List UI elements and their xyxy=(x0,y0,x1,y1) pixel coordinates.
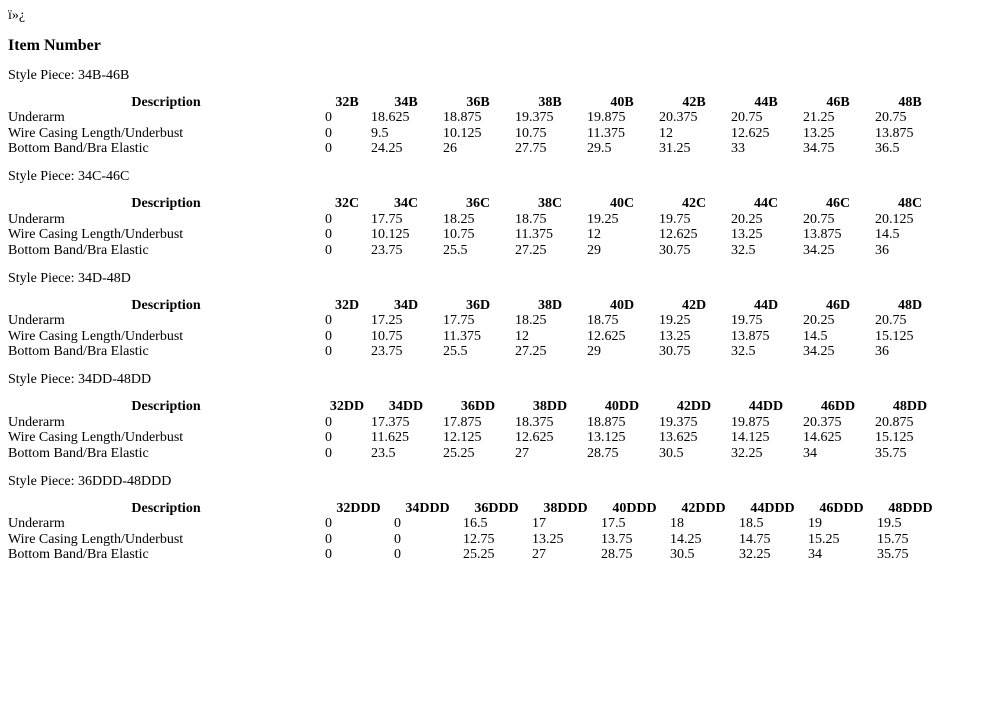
sections xyxy=(8,68,992,563)
cell-value: 19.875 xyxy=(731,414,770,430)
cell-value: 30.5 xyxy=(670,547,695,562)
cell-value: 25.25 xyxy=(463,547,495,562)
cell-value: 17.5 xyxy=(601,516,626,531)
cell-value: 13.875 xyxy=(803,227,842,242)
size-column-header: 40C xyxy=(609,196,635,211)
size-column-header: 48C xyxy=(897,196,923,211)
bom-artifact-text: ï»¿ xyxy=(8,8,26,23)
cell-value: 34 xyxy=(808,547,822,562)
cell-value: 32.25 xyxy=(731,445,763,461)
cell-value: 29 xyxy=(587,242,601,258)
cell-value: 17.375 xyxy=(371,414,410,430)
cell-value: 19.25 xyxy=(659,313,691,328)
cell-value: 21.25 xyxy=(803,110,835,125)
header-row xyxy=(8,196,946,212)
cell-value: 12 xyxy=(659,125,673,141)
size-column-header: 48D xyxy=(897,297,923,313)
cell-value: 10.75 xyxy=(371,328,403,344)
cell-value: 20.375 xyxy=(803,414,842,430)
cell-value: 10.75 xyxy=(515,125,547,141)
description-column-header: Description xyxy=(131,399,201,414)
cell-value: 13.25 xyxy=(803,125,835,141)
cell-value: 14.5 xyxy=(803,328,828,344)
size-column-header: 36D xyxy=(465,297,491,313)
cell-value: 19 xyxy=(808,516,822,531)
cell-value: 29.5 xyxy=(587,141,612,156)
size-column-header: 46DDD xyxy=(819,500,864,516)
style-piece-label: Style Piece: 34D-48D xyxy=(8,270,131,286)
size-column-header: 32DDD xyxy=(336,500,381,516)
cell-value: 13.75 xyxy=(601,531,633,547)
cell-value: 15.25 xyxy=(808,531,840,547)
cell-value: 19.5 xyxy=(877,516,902,531)
page-title: Item Number xyxy=(8,37,101,54)
row-label: Underarm xyxy=(8,110,65,125)
cell-value: 0 xyxy=(325,313,332,328)
cell-value: 0 xyxy=(325,141,332,156)
cell-value: 27 xyxy=(532,547,546,562)
cell-value: 12.625 xyxy=(515,430,554,445)
cell-value: 19.375 xyxy=(659,414,698,430)
cell-value: 32.5 xyxy=(731,242,756,258)
cell-value: 17.25 xyxy=(371,313,403,328)
header-row xyxy=(8,501,945,517)
cell-value: 18.875 xyxy=(587,414,626,430)
size-column-header: 32DD xyxy=(329,399,365,414)
cell-value: 13.125 xyxy=(587,430,626,445)
cell-value: 20.125 xyxy=(875,211,914,227)
style-piece-label: Style Piece: 36DDD-48DDD xyxy=(8,473,172,489)
size-column-header: 42DDD xyxy=(681,500,726,516)
size-table xyxy=(8,399,946,461)
size-column-header: 34DD xyxy=(388,399,424,414)
row-label: Wire Casing Length/Underbust xyxy=(8,125,184,141)
cell-value: 14.75 xyxy=(739,531,771,547)
cell-value: 13.625 xyxy=(659,430,698,445)
size-column-header: 44DDD xyxy=(750,500,795,516)
cell-value: 15.125 xyxy=(875,328,914,344)
header-row xyxy=(8,95,946,111)
cell-value: 32.25 xyxy=(739,547,771,562)
cell-value: 27.75 xyxy=(515,141,547,156)
size-column-header: 34B xyxy=(394,94,418,110)
size-column-header: 46DD xyxy=(820,399,856,414)
cell-value: 10.75 xyxy=(443,227,475,242)
size-column-header: 44C xyxy=(753,196,779,211)
table-row xyxy=(8,547,945,563)
cell-value: 14.625 xyxy=(803,430,842,445)
cell-value: 18.375 xyxy=(515,414,554,430)
cell-value: 25.25 xyxy=(443,445,475,461)
cell-value: 13.25 xyxy=(532,531,564,547)
cell-value: 18.5 xyxy=(739,516,764,531)
cell-value: 13.25 xyxy=(659,328,691,344)
table-row xyxy=(8,243,946,259)
size-column-header: 42B xyxy=(682,94,706,110)
table-row xyxy=(8,446,946,462)
cell-value: 17.75 xyxy=(443,313,475,328)
size-column-header: 40B xyxy=(610,94,634,110)
cell-value: 20.25 xyxy=(803,313,835,328)
cell-value: 0 xyxy=(394,547,401,562)
description-column-header: Description xyxy=(131,196,201,211)
row-label: Bottom Band/Bra Elastic xyxy=(8,344,149,359)
size-column-header: 48DDD xyxy=(888,500,933,516)
cell-value: 25.5 xyxy=(443,242,468,258)
cell-value: 0 xyxy=(394,516,401,531)
table-row xyxy=(8,110,946,126)
cell-value: 12.625 xyxy=(587,328,626,344)
table-row xyxy=(8,141,946,157)
size-column-header: 36C xyxy=(465,196,491,211)
cell-value: 34.25 xyxy=(803,344,835,359)
description-column-header: Description xyxy=(131,94,201,110)
size-column-header: 36B xyxy=(466,94,490,110)
cell-value: 0 xyxy=(325,328,332,344)
cell-value: 12.625 xyxy=(659,227,698,242)
size-column-header: 40DD xyxy=(604,399,640,414)
table-row xyxy=(8,329,946,345)
cell-value: 11.625 xyxy=(371,430,409,445)
row-label: Wire Casing Length/Underbust xyxy=(8,227,184,242)
size-column-header: 44DD xyxy=(748,399,784,414)
cell-value: 36.5 xyxy=(875,141,900,156)
size-column-header: 46D xyxy=(825,297,851,313)
cell-value: 23.75 xyxy=(371,344,403,359)
row-label: Wire Casing Length/Underbust xyxy=(8,430,184,445)
cell-value: 18.75 xyxy=(515,211,547,227)
cell-value: 18.25 xyxy=(443,211,475,227)
cell-value: 0 xyxy=(325,516,332,531)
cell-value: 26 xyxy=(443,141,457,156)
cell-value: 25.5 xyxy=(443,344,468,359)
cell-value: 24.25 xyxy=(371,141,403,156)
cell-value: 12.625 xyxy=(731,125,770,141)
cell-value: 20.875 xyxy=(875,414,914,430)
cell-value: 30.5 xyxy=(659,445,684,461)
cell-value: 34 xyxy=(803,445,817,461)
cell-value: 14.5 xyxy=(875,227,900,242)
cell-value: 29 xyxy=(587,344,601,359)
cell-value: 16.5 xyxy=(463,516,488,531)
cell-value: 19.25 xyxy=(587,211,619,227)
table-row xyxy=(8,430,946,446)
size-column-header: 34C xyxy=(393,196,419,211)
table-row xyxy=(8,532,945,548)
cell-value: 19.875 xyxy=(587,110,626,125)
cell-value: 11.375 xyxy=(587,125,625,141)
size-column-header: 42DD xyxy=(676,399,712,414)
cell-value: 30.75 xyxy=(659,242,691,258)
cell-value: 0 xyxy=(325,110,332,125)
size-column-header: 44B xyxy=(754,94,778,110)
description-column-header: Description xyxy=(131,297,201,313)
cell-value: 34.25 xyxy=(803,242,835,258)
size-column-header: 48DD xyxy=(892,399,928,414)
cell-value: 23.5 xyxy=(371,445,396,461)
cell-value: 27.25 xyxy=(515,242,547,258)
size-column-header: 42D xyxy=(681,297,707,313)
cell-value: 11.375 xyxy=(515,227,553,242)
cell-value: 12 xyxy=(515,328,529,344)
cell-value: 0 xyxy=(325,211,332,227)
table-row xyxy=(8,415,946,431)
cell-value: 33 xyxy=(731,141,745,156)
cell-value: 9.5 xyxy=(371,125,389,141)
cell-value: 18.625 xyxy=(371,110,410,125)
size-column-header: 40D xyxy=(609,297,635,313)
cell-value: 12.125 xyxy=(443,430,482,445)
cell-value: 19.75 xyxy=(731,313,763,328)
cell-value: 17.875 xyxy=(443,414,482,430)
table-row xyxy=(8,126,946,142)
cell-value: 12.75 xyxy=(463,531,495,547)
cell-value: 0 xyxy=(325,125,332,141)
cell-value: 27 xyxy=(515,445,529,461)
cell-value: 0 xyxy=(325,430,332,445)
cell-value: 0 xyxy=(325,414,332,430)
cell-value: 20.75 xyxy=(803,211,835,227)
size-column-header: 46B xyxy=(826,94,850,110)
cell-value: 14.125 xyxy=(731,430,770,445)
cell-value: 18.875 xyxy=(443,110,482,125)
cell-value: 18 xyxy=(670,516,684,531)
cell-value: 20.75 xyxy=(875,313,907,328)
style-piece-label: Style Piece: 34C-46C xyxy=(8,169,130,184)
cell-value: 20.25 xyxy=(731,211,763,227)
row-label: Underarm xyxy=(8,313,65,328)
cell-value: 0 xyxy=(325,445,332,461)
table-row xyxy=(8,344,946,360)
size-column-header: 38C xyxy=(537,196,563,211)
size-column-header: 38D xyxy=(537,297,563,313)
size-column-header: 38DD xyxy=(532,399,568,414)
row-label: Bottom Band/Bra Elastic xyxy=(8,141,149,156)
size-column-header: 42C xyxy=(681,196,707,211)
header-row xyxy=(8,298,946,314)
cell-value: 11.375 xyxy=(443,328,481,344)
cell-value: 32.5 xyxy=(731,344,756,359)
row-label: Bottom Band/Bra Elastic xyxy=(8,242,149,258)
size-column-header: 32D xyxy=(334,297,360,313)
document xyxy=(8,8,992,563)
row-label: Underarm xyxy=(8,211,65,227)
size-table xyxy=(8,196,946,258)
cell-value: 19.375 xyxy=(515,110,554,125)
row-label: Wire Casing Length/Underbust xyxy=(8,328,184,344)
cell-value: 23.75 xyxy=(371,242,403,258)
cell-value: 20.75 xyxy=(731,110,763,125)
table-row xyxy=(8,313,946,329)
cell-value: 19.75 xyxy=(659,211,691,227)
cell-value: 20.375 xyxy=(659,110,698,125)
cell-value: 0 xyxy=(325,531,332,547)
style-piece-label: Style Piece: 34DD-48DD xyxy=(8,372,152,387)
cell-value: 13.875 xyxy=(731,328,770,344)
cell-value: 35.75 xyxy=(877,547,909,562)
table-row xyxy=(8,227,946,243)
cell-value: 36 xyxy=(875,344,889,359)
size-column-header: 46C xyxy=(825,196,851,211)
row-label: Bottom Band/Bra Elastic xyxy=(8,445,149,461)
cell-value: 13.875 xyxy=(875,125,914,141)
size-column-header: 32C xyxy=(334,196,360,211)
cell-value: 18.25 xyxy=(515,313,547,328)
size-column-header: 34D xyxy=(393,297,419,313)
cell-value: 17 xyxy=(532,516,546,531)
size-table xyxy=(8,298,946,360)
table-row xyxy=(8,212,946,228)
cell-value: 0 xyxy=(325,227,332,242)
size-column-header: 48B xyxy=(898,94,922,110)
cell-value: 36 xyxy=(875,242,889,258)
size-column-header: 34DDD xyxy=(405,500,450,516)
cell-value: 15.125 xyxy=(875,430,914,445)
cell-value: 10.125 xyxy=(443,125,482,141)
cell-value: 10.125 xyxy=(371,227,410,242)
cell-value: 0 xyxy=(325,344,332,359)
size-column-header: 44D xyxy=(753,297,779,313)
cell-value: 0 xyxy=(325,547,332,562)
size-table xyxy=(8,501,945,563)
table-row xyxy=(8,516,945,532)
cell-value: 0 xyxy=(394,531,401,547)
cell-value: 28.75 xyxy=(587,445,619,461)
cell-value: 17.75 xyxy=(371,211,403,227)
cell-value: 27.25 xyxy=(515,344,547,359)
cell-value: 12 xyxy=(587,227,601,242)
cell-value: 34.75 xyxy=(803,141,835,156)
cell-value: 30.75 xyxy=(659,344,691,359)
cell-value: 13.25 xyxy=(731,227,763,242)
cell-value: 18.75 xyxy=(587,313,619,328)
header-row xyxy=(8,399,946,415)
cell-value: 35.75 xyxy=(875,445,907,461)
size-column-header: 40DDD xyxy=(612,500,657,516)
cell-value: 20.75 xyxy=(875,110,907,125)
size-column-header: 36DDD xyxy=(474,500,519,516)
cell-value: 15.75 xyxy=(877,531,909,547)
size-table xyxy=(8,95,946,157)
cell-value: 28.75 xyxy=(601,547,633,562)
row-label: Underarm xyxy=(8,414,65,430)
row-label: Underarm xyxy=(8,516,65,531)
cell-value: 0 xyxy=(325,242,332,258)
cell-value: 31.25 xyxy=(659,141,691,156)
style-piece-label: Style Piece: 34B-46B xyxy=(8,67,130,83)
size-column-header: 38DDD xyxy=(543,500,588,516)
size-column-header: 32B xyxy=(335,94,359,110)
row-label: Bottom Band/Bra Elastic xyxy=(8,547,149,562)
row-label: Wire Casing Length/Underbust xyxy=(8,531,184,547)
cell-value: 14.25 xyxy=(670,531,702,547)
description-column-header: Description xyxy=(131,500,201,516)
size-column-header: 38B xyxy=(538,94,562,110)
size-column-header: 36DD xyxy=(460,399,496,414)
